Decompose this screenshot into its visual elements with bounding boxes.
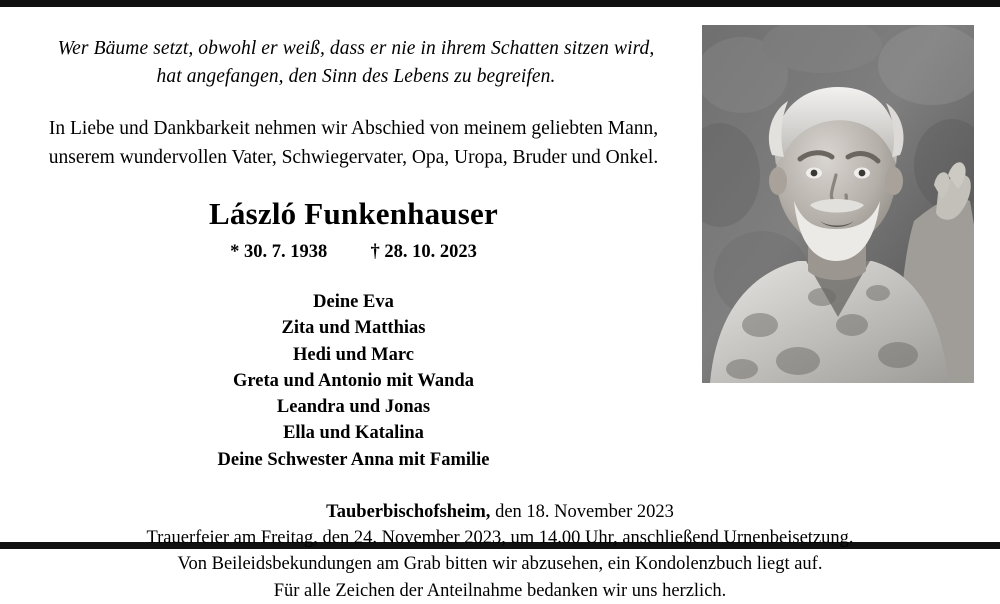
list-item: Deine Schwester Anna mit Familie	[217, 449, 490, 470]
list-item: Leandra und Jonas	[276, 397, 431, 418]
obituary-content	[0, 7, 1000, 601]
thanks-line: Für alle Zeichen der Anteilnahme bedanken wir uns herzlich.	[273, 580, 727, 601]
notice-date: den 18. November 2023	[490, 501, 674, 522]
epigraph-line-2: hat angefangen, den Sinn des Lebens zu begreifen.	[156, 66, 556, 88]
birth-date: * 30. 7. 1938	[230, 242, 328, 263]
epigraph-line-1: Wer Bäume setzt, obwohl er weiß, dass er nie in ihrem Schatten sitzen wird,	[57, 38, 655, 59]
deceased-name: László Funkenhauser	[209, 196, 498, 232]
list-item: Greta und Antonio mit Wanda	[233, 370, 474, 391]
death-date: † 28. 10. 2023	[370, 242, 477, 263]
lead-line-1: In Liebe und Dankbarkeit nehmen wir Abschied von meinem geliebten Mann,	[48, 117, 659, 139]
life-dates	[26, 242, 681, 263]
condolence-line: Von Beileidsbekundungen am Grab bitten wir abzusehen, ein Kondolenzbuch liegt auf.	[177, 554, 823, 575]
list-item: Deine Eva	[313, 292, 394, 313]
ceremony-line: Trauerfeier am Freitag, den 24. November 2023, um 14.00 Uhr, anschließend Urnenbeisetzung.	[146, 528, 854, 549]
epigraph	[26, 35, 686, 92]
family-list	[26, 289, 681, 473]
lead-line-2: unserem wundervollen Vater, Schwiegervater, Opa, Uropa, Bruder und Onkel.	[48, 146, 659, 168]
list-item: Zita und Matthias	[281, 318, 426, 339]
list-item: Hedi und Marc	[293, 344, 414, 365]
place-name: Tauberbischofsheim,	[326, 501, 491, 522]
portrait-photo	[702, 25, 974, 383]
lead-paragraph	[26, 114, 681, 173]
service-details	[26, 499, 974, 604]
list-item: Ella und Katalina	[283, 423, 424, 444]
place-and-date	[26, 499, 974, 525]
